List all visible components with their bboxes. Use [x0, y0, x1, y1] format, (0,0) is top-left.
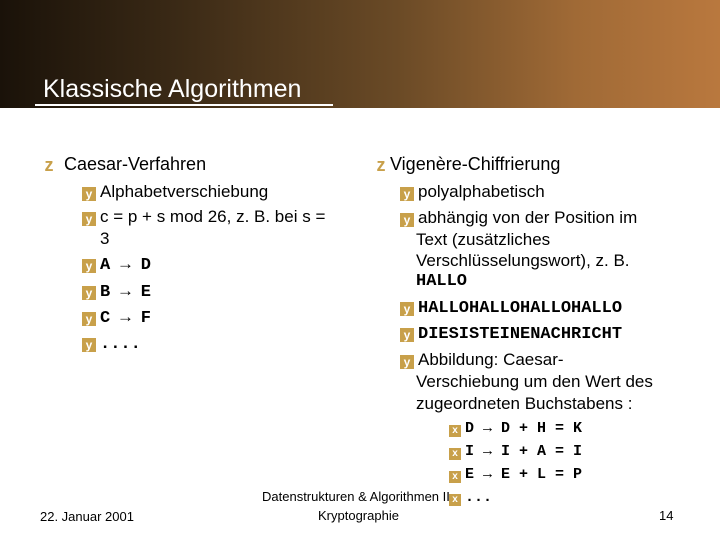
sub-list-item-text: ...	[465, 489, 493, 506]
list-item	[82, 332, 141, 355]
y-bullet-icon: y	[400, 187, 414, 201]
sub-list-item-text: E → E + L = P	[465, 466, 583, 483]
list-item-text: DIESISTEINENACHRICHT	[418, 325, 623, 344]
footer-page-number: 14	[659, 508, 674, 523]
list-item-continuation: 3	[100, 229, 110, 248]
sub-list-item	[449, 486, 492, 508]
list-item-text: Abbildung: Caesar-	[418, 350, 564, 369]
list-item-text: c = p + s mod 26, z. B. bei s =	[100, 207, 326, 226]
y-bullet-icon: y	[82, 212, 96, 226]
list-item-text: C → F	[100, 309, 152, 328]
z-bullet-icon: z	[44, 155, 54, 175]
y-bullet-icon: y	[82, 259, 96, 273]
y-bullet-icon: y	[400, 213, 414, 227]
x-bullet-icon: x	[449, 425, 461, 437]
list-item-text: abhängig von der Position im	[418, 208, 638, 227]
list-item-text: HALLOHALLOHALLOHALLO	[418, 299, 623, 318]
left-heading-text: Caesar-Verfahren	[64, 154, 207, 174]
list-item	[400, 296, 622, 319]
y-bullet-icon: y	[400, 328, 414, 342]
list-item-text: A → D	[100, 256, 152, 275]
sub-list-item	[449, 463, 582, 485]
list-item	[82, 206, 325, 227]
list-item	[82, 280, 151, 303]
sub-list-item	[449, 440, 582, 462]
right-heading	[372, 153, 560, 175]
list-item-continuation: HALLO	[416, 272, 468, 291]
title-underline	[35, 104, 333, 106]
list-item-text: ....	[100, 335, 141, 354]
sub-list-item-text: D → D + H = K	[465, 420, 583, 437]
y-bullet-icon: y	[82, 312, 96, 326]
list-item-text: polyalphabetisch	[418, 182, 545, 201]
footer-course: Datenstrukturen & Algorithmen II	[262, 489, 450, 504]
list-item	[82, 181, 268, 202]
footer-topic: Kryptographie	[318, 508, 399, 523]
slide-title: Klassische Algorithmen	[43, 75, 302, 103]
list-item	[400, 322, 622, 345]
list-item-continuation: zugeordneten Buchstabens :	[416, 394, 633, 413]
sub-list-item	[449, 417, 582, 439]
sub-list-item-text: I → I + A = I	[465, 443, 583, 460]
y-bullet-icon: y	[82, 286, 96, 300]
list-item-continuation: Verschlüsselungswort), z. B.	[416, 251, 630, 270]
list-item-continuation: Text (zusätzliches	[416, 230, 551, 249]
left-heading	[40, 153, 206, 175]
x-bullet-icon: x	[449, 448, 461, 460]
x-bullet-icon: x	[449, 471, 461, 483]
list-item	[400, 181, 545, 202]
list-item	[400, 349, 564, 370]
right-heading-text: Vigenère-Chiffrierung	[390, 154, 561, 174]
footer-date: 22. Januar 2001	[40, 509, 134, 524]
list-item	[82, 306, 151, 329]
list-item-text: Alphabetverschiebung	[100, 182, 269, 201]
y-bullet-icon: y	[400, 302, 414, 316]
list-item-continuation: Verschiebung um den Wert des	[416, 372, 653, 391]
x-bullet-icon: x	[449, 494, 461, 506]
list-item-text: B → E	[100, 283, 152, 302]
list-item	[400, 207, 637, 228]
list-item	[82, 253, 151, 276]
z-bullet-icon: z	[376, 155, 386, 175]
y-bullet-icon: y	[82, 187, 96, 201]
y-bullet-icon: y	[82, 338, 96, 352]
y-bullet-icon: y	[400, 355, 414, 369]
